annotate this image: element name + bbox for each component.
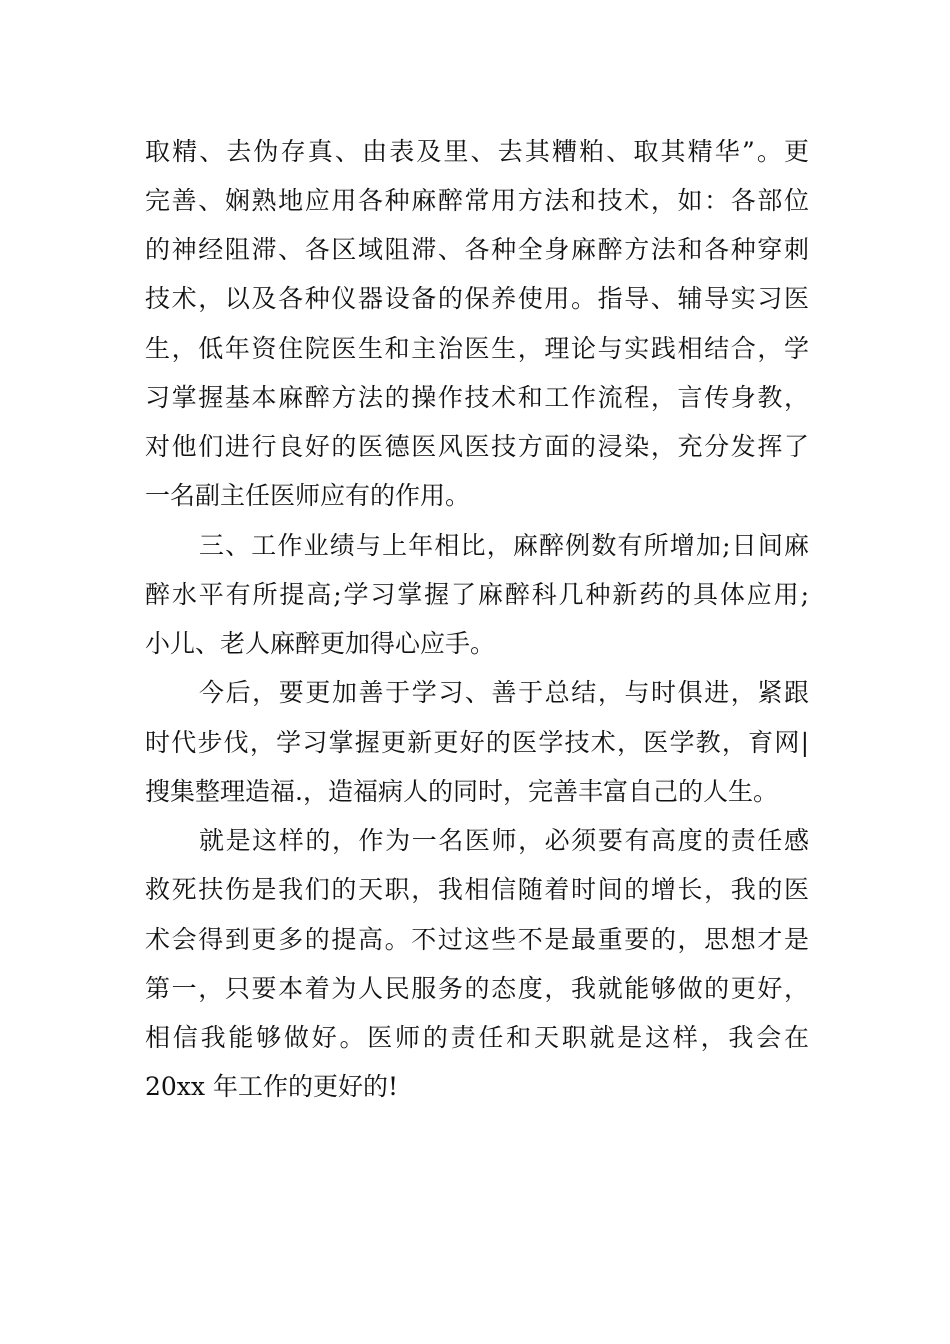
text-line: 搜集整理造福.，造福病人的同时，完善丰富自己的人生。	[145, 777, 778, 806]
text-line: 20xx 年工作的更好的!	[145, 1072, 399, 1101]
text-line: 醉水平有所提高;学习掌握了麻醉科几种新药的具体应用;	[145, 580, 809, 609]
text-line: 相信我能够做好。医师的责任和天职就是这样，我会在	[145, 1023, 809, 1052]
text-line: 第一，只要本着为人民服务的态度，我就能够做的更好，	[145, 974, 809, 1003]
text-line: 生，低年资住院医生和主治医生，理论与实践相结合，学	[145, 334, 809, 363]
text-line: 取精、去伪存真、由表及里、去其糟粕、取其精华”。更	[145, 137, 809, 166]
paragraph-first-line: 三、工作业绩与上年相比，麻醉例数有所增加;日间麻	[199, 531, 809, 560]
text-line: 救死扶伤是我们的天职，我相信随着时间的增长，我的医	[145, 875, 809, 904]
text-line: 的神经阻滞、各区域阻滞、各种全身麻醉方法和各种穿刺	[145, 235, 809, 264]
text-line: 对他们进行良好的医德医风医技方面的浸染，充分发挥了	[145, 432, 809, 461]
text-line: 时代步伐，学习掌握更新更好的医学技术，医学教，育网|	[145, 728, 809, 757]
paragraph-first-line: 今后，要更加善于学习、善于总结，与时俱进，紧跟	[199, 678, 809, 707]
text-line: 术会得到更多的提高。不过这些不是最重要的，思想才是	[145, 925, 809, 954]
paragraph-first-line: 就是这样的，作为一名医师，必须要有高度的责任感	[199, 826, 809, 855]
text-line: 小儿、老人麻醉更加得心应手。	[145, 629, 496, 658]
text-line: 完善、娴熟地应用各种麻醉常用方法和技术，如：各部位	[145, 186, 809, 215]
text-line: 一名副主任医师应有的作用。	[145, 481, 471, 510]
text-line: 技术，以及各种仪器设备的保养使用。指导、辅导实习医	[145, 284, 809, 313]
text-line: 习掌握基本麻醉方法的操作技术和工作流程，言传身教，	[145, 383, 809, 412]
